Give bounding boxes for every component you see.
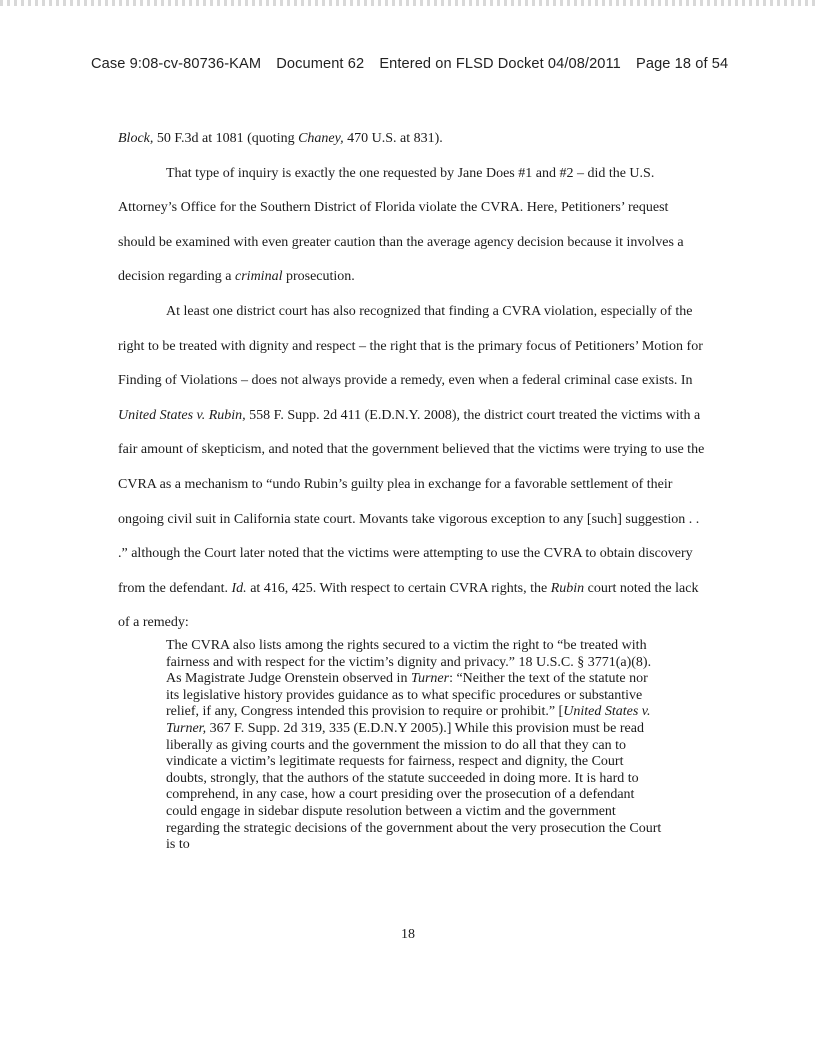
citation-turner: Turner xyxy=(410,671,450,687)
text-run: 558 F. Supp. 2d 411 (E.D.N.Y. 2008), the district court treated the victims with a fair amount of skepticism, and noted that the government believed that the victims were trying to use the CVRA as a mechanism to “undo Rubin’s guilty plea in exchange for a favorable settlement of their ongoing civil suit in California state court. Movants take vigorous exception to any [such] suggestion . . .” although the Court later noted that the victims were attempting to use the CVRA to obtain discovery from the defendant. xyxy=(118,407,705,596)
emphasis-criminal: criminal xyxy=(235,269,283,285)
text-run: 470 U.S. at 831). xyxy=(343,131,443,146)
text-run: court noted the lack of a remedy: xyxy=(118,580,699,631)
paragraph-2 xyxy=(118,157,708,295)
page-indicator: Page 18 of 54 xyxy=(636,56,729,72)
text-run: : “Neither the text of the statute nor its legislative history provides guidance as to what specific procedures or substantive relief, if any, Congress intended this provision to require or prohibit.” [ xyxy=(166,671,648,720)
text-run: That type of inquiry is exactly the one requested by Jane Does #1 and #2 – did the U.S. Attorney’s Office for the Southern District of Florida violate the CVRA. Here, Petitioners’ request should be examined with even greater caution than the average agency decision because it involves a decision regarding a xyxy=(118,165,684,285)
document-number: Document 62 xyxy=(276,56,365,72)
text-run: At least one district court has also recognized that finding a CVRA violation, especially of the right to be treated with dignity and respect – the right that is the primary focus of Petitioners’ Motion for Finding of Violations – does not always provide a remedy, even when a federal criminal case exists. In xyxy=(118,303,703,389)
citation-turner-full: United States v. Turner, xyxy=(166,704,651,736)
text-run: The CVRA also lists among the rights secured to a victim the right to “be treated with fairness and with respect for the victim’s dignity and privacy.” 18 U.S.C. § 3771(a)(8). As Magistrate Judge Orenstein observed in xyxy=(166,638,652,687)
text-run: 50 F.3d at 1081 (quoting xyxy=(153,131,299,146)
page-number: 18 xyxy=(401,927,415,942)
citation-block: Block, xyxy=(118,131,154,146)
citation-id: Id. xyxy=(231,580,247,596)
scan-artifact-top xyxy=(0,0,816,6)
block-quote xyxy=(166,638,662,854)
text-run: prosecution. xyxy=(282,269,355,285)
text-run: at 416, 425. With respect to certain CVRA rights, the xyxy=(246,580,551,596)
citation-chaney: Chaney, xyxy=(298,131,344,146)
paragraph-1 xyxy=(118,122,708,157)
citation-rubin: United States v. Rubin, xyxy=(118,407,246,423)
text-run: 367 F. Supp. 2d 319, 335 (E.D.N.Y 2005).] While this provision must be read liberally as giving courts and the government the mission to do all that they can to vindicate a victim’s legitimate requests for fairness, respect and dignity, the Court doubts, strongly, that the authors of the statute succeeded in doing more. It is hard to comprehend, in any case, how a court presiding over the prosecution of a defendant could engage in sidebar dispute resolution between a victim and the government regarding the strategic decisions of the government about the very prosecution the Court is to xyxy=(166,720,662,853)
docket-header xyxy=(91,56,771,72)
case-number: Case 9:08-cv-80736-KAM xyxy=(91,56,262,72)
body-text xyxy=(118,122,708,641)
citation-rubin-short: Rubin xyxy=(550,580,585,596)
docket-entry: Entered on FLSD Docket 04/08/2011 xyxy=(379,56,621,72)
paragraph-3 xyxy=(118,295,708,641)
